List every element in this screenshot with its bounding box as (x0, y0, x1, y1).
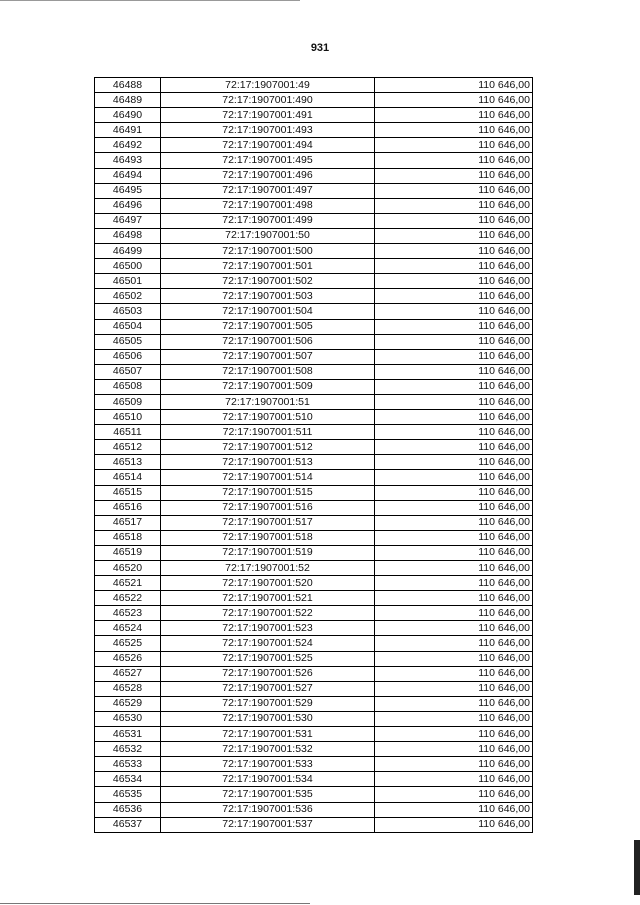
amount-cell: 110 646,00 (375, 802, 533, 817)
row-number-cell: 46536 (95, 802, 161, 817)
cadastral-number-cell: 72:17:1907001:49 (161, 78, 375, 93)
table-row (95, 334, 533, 349)
cadastral-table (94, 77, 533, 833)
table-row (95, 651, 533, 666)
row-number-cell: 46489 (95, 93, 161, 108)
row-number-cell: 46505 (95, 334, 161, 349)
row-number-cell: 46503 (95, 304, 161, 319)
cadastral-number-cell: 72:17:1907001:500 (161, 244, 375, 259)
cadastral-number-cell: 72:17:1907001:531 (161, 727, 375, 742)
table-row (95, 349, 533, 364)
row-number-cell: 46526 (95, 651, 161, 666)
row-number-cell: 46488 (95, 78, 161, 93)
row-number-cell: 46532 (95, 742, 161, 757)
table-row (95, 440, 533, 455)
table-row (95, 742, 533, 757)
row-number-cell: 46511 (95, 425, 161, 440)
amount-cell: 110 646,00 (375, 455, 533, 470)
amount-cell: 110 646,00 (375, 259, 533, 274)
cadastral-number-cell: 72:17:1907001:502 (161, 274, 375, 289)
row-number-cell: 46513 (95, 455, 161, 470)
table-row (95, 787, 533, 802)
table-row (95, 711, 533, 726)
cadastral-number-cell: 72:17:1907001:513 (161, 455, 375, 470)
amount-cell: 110 646,00 (375, 515, 533, 530)
row-number-cell: 46534 (95, 772, 161, 787)
table-row (95, 470, 533, 485)
cadastral-number-cell: 72:17:1907001:493 (161, 123, 375, 138)
cadastral-number-cell: 72:17:1907001:525 (161, 651, 375, 666)
table-row (95, 530, 533, 545)
row-number-cell: 46527 (95, 666, 161, 681)
row-number-cell: 46499 (95, 244, 161, 259)
amount-cell: 110 646,00 (375, 651, 533, 666)
amount-cell: 110 646,00 (375, 93, 533, 108)
cadastral-number-cell: 72:17:1907001:535 (161, 787, 375, 802)
row-number-cell: 46490 (95, 108, 161, 123)
cadastral-number-cell: 72:17:1907001:522 (161, 606, 375, 621)
amount-cell: 110 646,00 (375, 425, 533, 440)
table-row (95, 817, 533, 832)
cadastral-number-cell: 72:17:1907001:518 (161, 530, 375, 545)
cadastral-number-cell: 72:17:1907001:50 (161, 228, 375, 243)
row-number-cell: 46502 (95, 289, 161, 304)
amount-cell: 110 646,00 (375, 228, 533, 243)
table-row (95, 304, 533, 319)
row-number-cell: 46515 (95, 485, 161, 500)
row-number-cell: 46535 (95, 787, 161, 802)
cadastral-number-cell: 72:17:1907001:526 (161, 666, 375, 681)
table-row (95, 410, 533, 425)
table-row (95, 153, 533, 168)
cadastral-number-cell: 72:17:1907001:533 (161, 757, 375, 772)
cadastral-number-cell: 72:17:1907001:516 (161, 500, 375, 515)
row-number-cell: 46504 (95, 319, 161, 334)
amount-cell: 110 646,00 (375, 153, 533, 168)
table-row (95, 696, 533, 711)
table-row (95, 183, 533, 198)
table-row (95, 274, 533, 289)
amount-cell: 110 646,00 (375, 666, 533, 681)
cadastral-number-cell: 72:17:1907001:51 (161, 394, 375, 409)
table-row (95, 108, 533, 123)
table-row (95, 123, 533, 138)
amount-cell: 110 646,00 (375, 244, 533, 259)
table-row (95, 681, 533, 696)
row-number-cell: 46492 (95, 138, 161, 153)
scan-edge-top (0, 0, 300, 1)
cadastral-number-cell: 72:17:1907001:530 (161, 711, 375, 726)
row-number-cell: 46514 (95, 470, 161, 485)
table-row (95, 379, 533, 394)
amount-cell: 110 646,00 (375, 183, 533, 198)
row-number-cell: 46512 (95, 440, 161, 455)
amount-cell: 110 646,00 (375, 485, 533, 500)
table-row (95, 727, 533, 742)
row-number-cell: 46530 (95, 711, 161, 726)
cadastral-number-cell: 72:17:1907001:532 (161, 742, 375, 757)
cadastral-number-cell: 72:17:1907001:497 (161, 183, 375, 198)
table-row (95, 244, 533, 259)
amount-cell: 110 646,00 (375, 304, 533, 319)
cadastral-number-cell: 72:17:1907001:514 (161, 470, 375, 485)
row-number-cell: 46528 (95, 681, 161, 696)
cadastral-number-cell: 72:17:1907001:494 (161, 138, 375, 153)
row-number-cell: 46518 (95, 530, 161, 545)
amount-cell: 110 646,00 (375, 727, 533, 742)
table-row (95, 621, 533, 636)
row-number-cell: 46516 (95, 500, 161, 515)
row-number-cell: 46497 (95, 213, 161, 228)
table-row (95, 289, 533, 304)
row-number-cell: 46519 (95, 545, 161, 560)
row-number-cell: 46537 (95, 817, 161, 832)
cadastral-number-cell: 72:17:1907001:515 (161, 485, 375, 500)
row-number-cell: 46498 (95, 228, 161, 243)
row-number-cell: 46522 (95, 591, 161, 606)
amount-cell: 110 646,00 (375, 440, 533, 455)
row-number-cell: 46507 (95, 364, 161, 379)
table-row (95, 425, 533, 440)
table-row (95, 213, 533, 228)
table-row (95, 757, 533, 772)
cadastral-number-cell: 72:17:1907001:524 (161, 636, 375, 651)
table-row (95, 666, 533, 681)
amount-cell: 110 646,00 (375, 772, 533, 787)
row-number-cell: 46525 (95, 636, 161, 651)
table-row (95, 545, 533, 560)
amount-cell: 110 646,00 (375, 500, 533, 515)
amount-cell: 110 646,00 (375, 742, 533, 757)
row-number-cell: 46501 (95, 274, 161, 289)
amount-cell: 110 646,00 (375, 606, 533, 621)
cadastral-number-cell: 72:17:1907001:534 (161, 772, 375, 787)
table-row (95, 576, 533, 591)
amount-cell: 110 646,00 (375, 168, 533, 183)
cadastral-number-cell: 72:17:1907001:491 (161, 108, 375, 123)
table-row (95, 168, 533, 183)
page-number: 931 (310, 42, 330, 54)
table-row (95, 93, 533, 108)
row-number-cell: 46494 (95, 168, 161, 183)
table-row (95, 394, 533, 409)
amount-cell: 110 646,00 (375, 123, 533, 138)
table-row (95, 198, 533, 213)
amount-cell: 110 646,00 (375, 198, 533, 213)
row-number-cell: 46521 (95, 576, 161, 591)
scan-shadow (634, 840, 640, 895)
row-number-cell: 46529 (95, 696, 161, 711)
row-number-cell: 46496 (95, 198, 161, 213)
table-row (95, 561, 533, 576)
cadastral-number-cell: 72:17:1907001:521 (161, 591, 375, 606)
cadastral-number-cell: 72:17:1907001:501 (161, 259, 375, 274)
cadastral-number-cell: 72:17:1907001:506 (161, 334, 375, 349)
amount-cell: 110 646,00 (375, 470, 533, 485)
row-number-cell: 46523 (95, 606, 161, 621)
cadastral-number-cell: 72:17:1907001:520 (161, 576, 375, 591)
amount-cell: 110 646,00 (375, 530, 533, 545)
row-number-cell: 46500 (95, 259, 161, 274)
row-number-cell: 46491 (95, 123, 161, 138)
cadastral-number-cell: 72:17:1907001:498 (161, 198, 375, 213)
cadastral-number-cell: 72:17:1907001:529 (161, 696, 375, 711)
row-number-cell: 46508 (95, 379, 161, 394)
amount-cell: 110 646,00 (375, 711, 533, 726)
amount-cell: 110 646,00 (375, 394, 533, 409)
amount-cell: 110 646,00 (375, 410, 533, 425)
table-row (95, 319, 533, 334)
cadastral-number-cell: 72:17:1907001:511 (161, 425, 375, 440)
table-row (95, 455, 533, 470)
amount-cell: 110 646,00 (375, 545, 533, 560)
amount-cell: 110 646,00 (375, 681, 533, 696)
cadastral-number-cell: 72:17:1907001:527 (161, 681, 375, 696)
table-row (95, 259, 533, 274)
cadastral-number-cell: 72:17:1907001:490 (161, 93, 375, 108)
row-number-cell: 46495 (95, 183, 161, 198)
amount-cell: 110 646,00 (375, 213, 533, 228)
cadastral-number-cell: 72:17:1907001:510 (161, 410, 375, 425)
cadastral-number-cell: 72:17:1907001:512 (161, 440, 375, 455)
table-row (95, 364, 533, 379)
cadastral-number-cell: 72:17:1907001:519 (161, 545, 375, 560)
table-row (95, 500, 533, 515)
row-number-cell: 46531 (95, 727, 161, 742)
cadastral-number-cell: 72:17:1907001:537 (161, 817, 375, 832)
row-number-cell: 46533 (95, 757, 161, 772)
row-number-cell: 46517 (95, 515, 161, 530)
amount-cell: 110 646,00 (375, 561, 533, 576)
amount-cell: 110 646,00 (375, 349, 533, 364)
row-number-cell: 46520 (95, 561, 161, 576)
row-number-cell: 46493 (95, 153, 161, 168)
cadastral-number-cell: 72:17:1907001:507 (161, 349, 375, 364)
table-row (95, 606, 533, 621)
row-number-cell: 46510 (95, 410, 161, 425)
table-row (95, 228, 533, 243)
amount-cell: 110 646,00 (375, 576, 533, 591)
amount-cell: 110 646,00 (375, 334, 533, 349)
amount-cell: 110 646,00 (375, 696, 533, 711)
table-row (95, 772, 533, 787)
amount-cell: 110 646,00 (375, 364, 533, 379)
cadastral-number-cell: 72:17:1907001:509 (161, 379, 375, 394)
amount-cell: 110 646,00 (375, 274, 533, 289)
table-row (95, 78, 533, 93)
row-number-cell: 46524 (95, 621, 161, 636)
cadastral-number-cell: 72:17:1907001:504 (161, 304, 375, 319)
cadastral-number-cell: 72:17:1907001:508 (161, 364, 375, 379)
table-row (95, 591, 533, 606)
row-number-cell: 46506 (95, 349, 161, 364)
table-row (95, 515, 533, 530)
cadastral-number-cell: 72:17:1907001:517 (161, 515, 375, 530)
amount-cell: 110 646,00 (375, 621, 533, 636)
cadastral-number-cell: 72:17:1907001:499 (161, 213, 375, 228)
amount-cell: 110 646,00 (375, 636, 533, 651)
cadastral-number-cell: 72:17:1907001:505 (161, 319, 375, 334)
table-row (95, 802, 533, 817)
scan-edge-bottom (0, 903, 310, 904)
cadastral-number-cell: 72:17:1907001:523 (161, 621, 375, 636)
amount-cell: 110 646,00 (375, 108, 533, 123)
amount-cell: 110 646,00 (375, 319, 533, 334)
amount-cell: 110 646,00 (375, 289, 533, 304)
cadastral-table-body (95, 78, 533, 833)
cadastral-number-cell: 72:17:1907001:503 (161, 289, 375, 304)
table-row (95, 138, 533, 153)
table-row (95, 636, 533, 651)
cadastral-number-cell: 72:17:1907001:52 (161, 561, 375, 576)
row-number-cell: 46509 (95, 394, 161, 409)
amount-cell: 110 646,00 (375, 757, 533, 772)
amount-cell: 110 646,00 (375, 379, 533, 394)
table-row (95, 485, 533, 500)
amount-cell: 110 646,00 (375, 78, 533, 93)
amount-cell: 110 646,00 (375, 787, 533, 802)
amount-cell: 110 646,00 (375, 138, 533, 153)
cadastral-number-cell: 72:17:1907001:495 (161, 153, 375, 168)
cadastral-number-cell: 72:17:1907001:496 (161, 168, 375, 183)
amount-cell: 110 646,00 (375, 817, 533, 832)
amount-cell: 110 646,00 (375, 591, 533, 606)
cadastral-number-cell: 72:17:1907001:536 (161, 802, 375, 817)
